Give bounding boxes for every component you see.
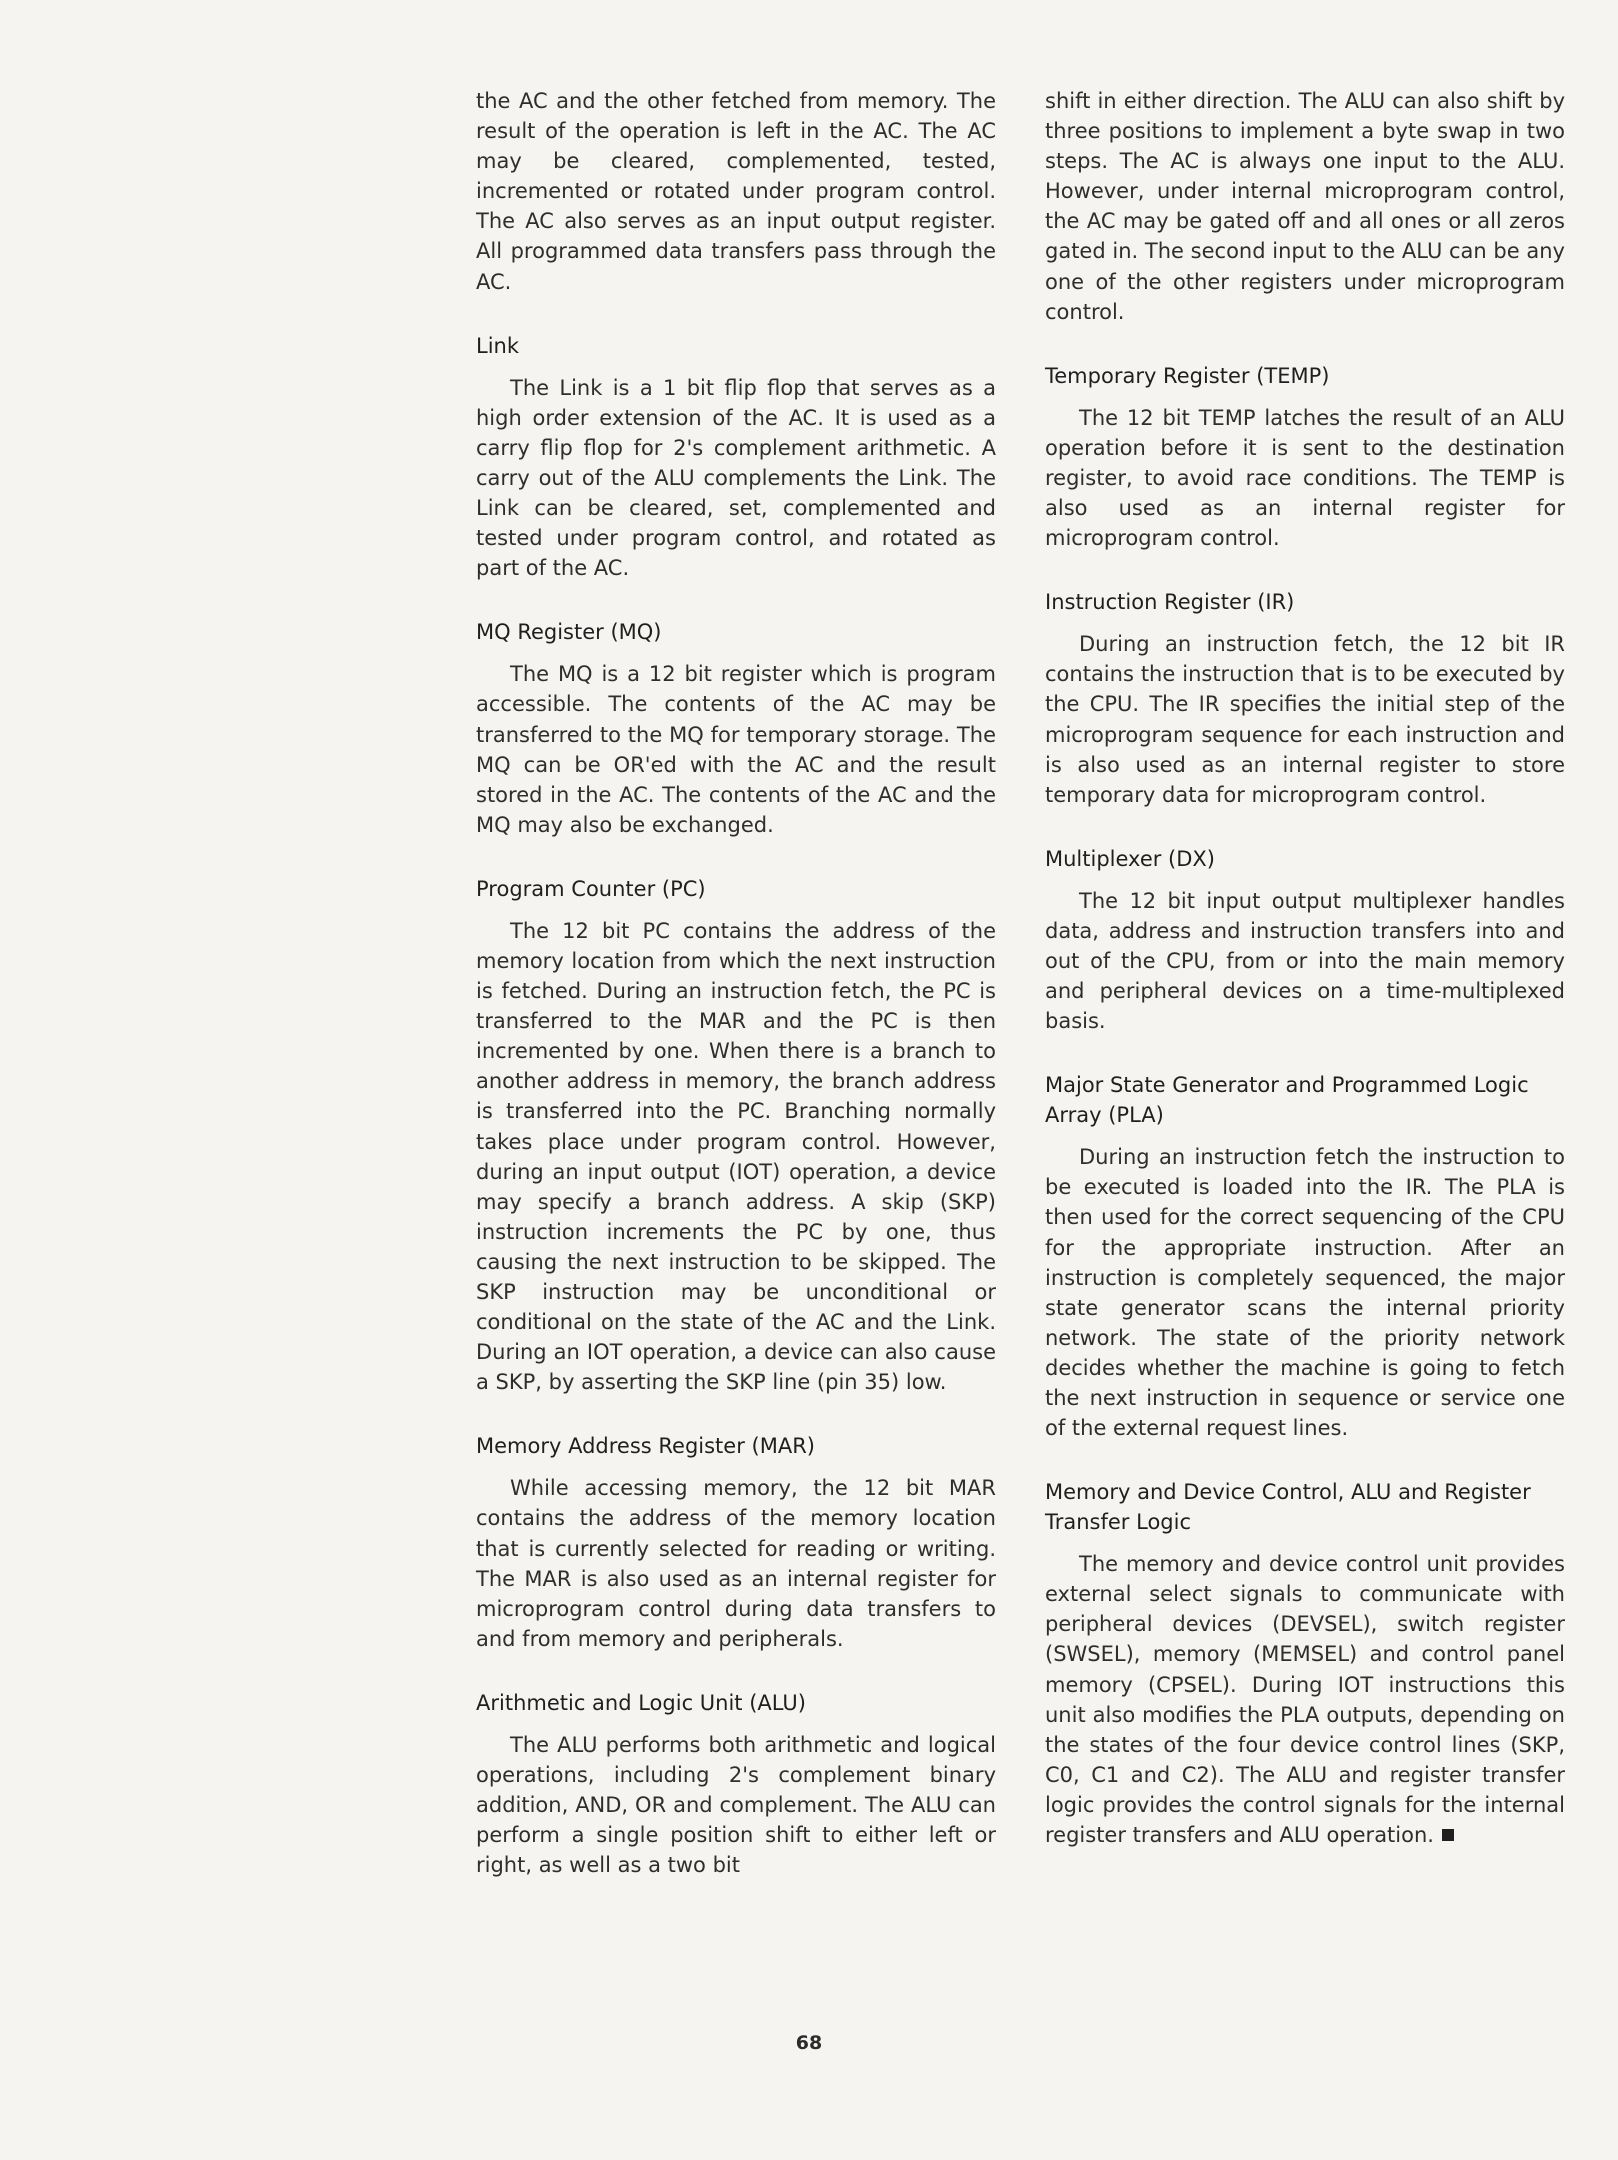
mdc-heading: Memory and Device Control, ALU and Register Transfer Logic <box>1045 1480 1531 1535</box>
mar-heading: Memory Address Register (MAR) <box>476 1434 815 1459</box>
dx-paragraph: The 12 bit input output multiplexer handles data, address and instruction transfers into and out of the CPU, from or into the main memory and peripheral devices on a time-multiplexed basis. <box>1045 888 1565 1034</box>
mq-heading: MQ Register (MQ) <box>476 620 662 645</box>
mq-paragraph: The MQ is a 12 bit register which is program accessible. The contents of the AC may be transferred to the MQ for temporary storage. The MQ can be OR'ed with the AC and the result stored in the AC. The contents of the AC and the MQ may also be exchanged. <box>476 662 996 837</box>
mar-section <box>476 1431 996 1654</box>
continuation-paragraph: shift in either direction. The ALU can also shift by three positions to implement a byte swap in two steps. The AC is always one input to the ALU. However, under internal microprogram control, the AC may be gated off and all ones or all zeros gated in. The second input to the ALU can be any one of the other registers under microprogram control. <box>1045 89 1565 324</box>
temp-paragraph: The 12 bit TEMP latches the result of an ALU operation before it is sent to the destination register, to avoid race conditions. The TEMP is also used as an internal register for microprogram control. <box>1045 405 1565 551</box>
mdc-section <box>1045 1477 1565 1850</box>
pc-section <box>476 874 996 1398</box>
ir-section <box>1045 587 1565 810</box>
continuation-section <box>1045 86 1565 327</box>
pla-paragraph: During an instruction fetch the instruction to be executed is loaded into the IR. The PLA is then used for the correct sequencing of the CPU for the appropriate instruction. After an instruction is completely sequenced, the major state generator scans the internal priority network. The state of the priority network decides whether the machine is going to fetch the next instruction in sequence or service one of the external request lines. <box>1045 1145 1565 1441</box>
left-column <box>476 86 996 1914</box>
ir-heading: Instruction Register (IR) <box>1045 590 1295 615</box>
pc-paragraph: The 12 bit PC contains the address of the memory location from which the next instruction is fetched. During an instruction fetch, the PC is transferred to the MAR and the PC is then incremented by one. When there is a branch to another address in memory, the branch address is transferred into the PC. Branching normally takes place under program control. However, during an input output (IOT) operation, a device may specify a branch address. A skip (SKP) instruction increments the PC by one, thus causing the next instruction to be skipped. The SKP instruction may be unconditional or conditional on the state of the AC and the Link. During an IOT operation, a device can also cause a SKP, by asserting the SKP line (pin 35) low. <box>476 918 996 1395</box>
temp-section <box>1045 361 1565 553</box>
link-paragraph: The Link is a 1 bit flip flop that serves as a high order extension of the AC. It is used as a carry flip flop for 2's complement arithmetic. A carry out of the ALU complements the Link. The Link can be cleared, set, complemented and tested under program control, and rotated as part of the AC. <box>476 375 996 581</box>
alu-heading: Arithmetic and Logic Unit (ALU) <box>476 1690 806 1715</box>
intro-paragraph: the AC and the other fetched from memory. The result of the operation is left in the AC. The AC may be cleared, complemented, tested, incremented or rotated under program control. The AC also serves as an input output register. All programmed data transfers pass through the AC. <box>476 89 996 294</box>
mdc-paragraph <box>1045 1549 1565 1850</box>
intro-section <box>476 86 996 297</box>
alu-paragraph: The ALU performs both arithmetic and logical operations, including 2's complement binary addition, AND, OR and complement. The ALU can perform a single position shift to either left or right, as well as a two bit <box>476 1732 996 1878</box>
dx-section <box>1045 844 1565 1036</box>
pc-heading: Program Counter (PC) <box>476 876 706 901</box>
pla-heading: Major State Generator and Programmed Logic Array (PLA) <box>1045 1073 1529 1128</box>
ir-paragraph: During an instruction fetch, the 12 bit IR contains the instruction that is to be executed by the CPU. The IR specifies the initial step of the microprogram sequence for each instruction and is also used as an internal register to store temporary data for microprogram control. <box>1045 632 1565 807</box>
right-column <box>1045 86 1565 1884</box>
mq-section <box>476 617 996 840</box>
dx-heading: Multiplexer (DX) <box>1045 846 1215 871</box>
link-heading: Link <box>476 333 520 358</box>
mar-paragraph: While accessing memory, the 12 bit MAR contains the address of the memory location that is currently selected for reading or writing. The MAR is also used as an internal register for microprogram control during data transfers to and from memory and peripherals. <box>476 1476 996 1651</box>
temp-heading: Temporary Register (TEMP) <box>1045 363 1330 388</box>
alu-section <box>476 1688 996 1880</box>
pla-section <box>1045 1070 1565 1443</box>
end-of-article-mark <box>1442 1829 1454 1841</box>
mdc-paragraph-text: The memory and device control unit provides external select signals to communicate with peripheral devices (DEVSEL), switch register (SWSEL), memory (MEMSEL) and control panel memory (CPSEL). During IOT instructions this unit also modifies the PLA outputs, depending on the states of the four device control lines (SKP, C0, C1 and C2). The ALU and register transfer logic provides the control signals for the internal register transfers and ALU operation. <box>1045 1552 1565 1848</box>
link-section <box>476 331 996 584</box>
page-number: 68 <box>795 2032 823 2054</box>
